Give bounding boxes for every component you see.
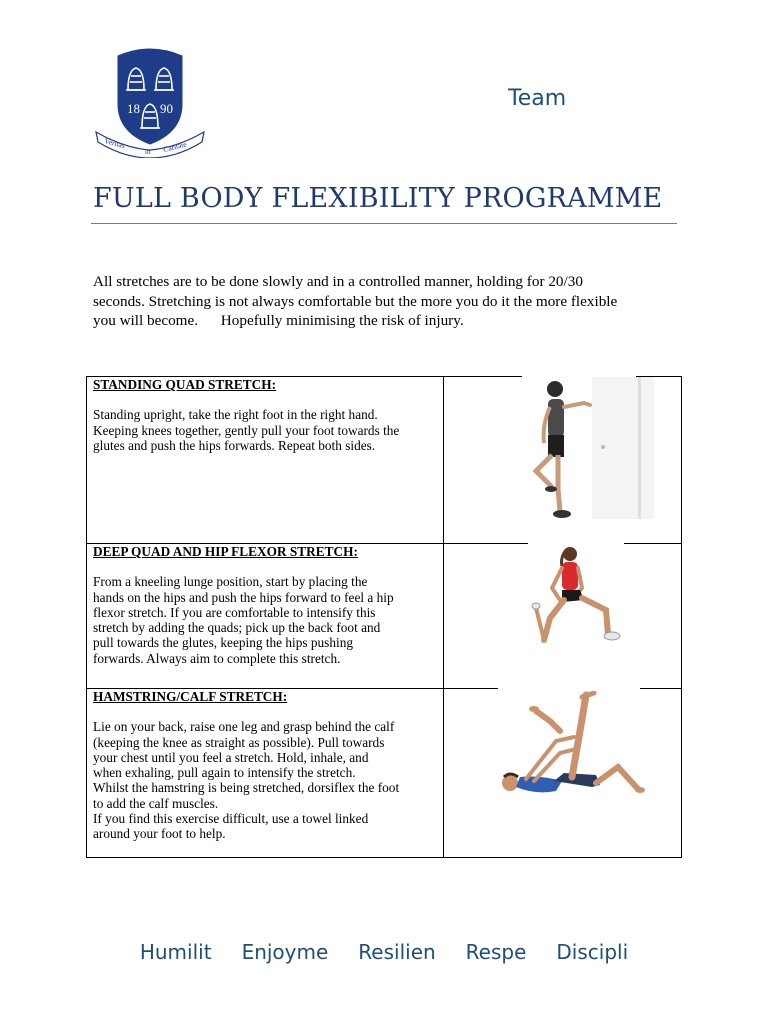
exercise-line: Standing upright, take the right foot in the right hand. [93, 407, 378, 423]
exercise-title [93, 377, 437, 392]
exercise-line: your chest until you feel a stretch. Hold, inhale, and [93, 749, 369, 765]
exercise-table [86, 376, 682, 858]
exercise-title-suffix: : [271, 377, 276, 392]
exercise-title-text: STANDING QUAD STRETCH [93, 377, 272, 392]
exercise-line: stretch by adding the quads; pick up the back foot and [93, 620, 381, 636]
school-values-footer [0, 940, 768, 964]
exercise-line: around your foot to help. [93, 826, 226, 842]
value-word: Discipli [556, 940, 629, 964]
exercise-line: forwards. Always aim to complete this stretch. [93, 650, 341, 666]
intro-line: seconds. Stretching is not always comfortable but the more you do it the more flexible [93, 292, 618, 310]
exercise-line: hands on the hips and push the hips forward to feel a hip [93, 589, 394, 605]
exercise-title [93, 689, 437, 704]
exercise-title [93, 544, 437, 559]
exercise-line: glutes and push the hips forwards. Repeat both sides. [93, 437, 376, 453]
exercise-image-cell [444, 544, 682, 689]
image-border-gap [498, 688, 640, 690]
intro-paragraph [93, 272, 653, 331]
exercise-description [93, 719, 437, 841]
exercise-title-text: DEEP QUAD AND HIP FLEXOR STRETCH: [93, 544, 358, 559]
title-divider [91, 223, 677, 224]
value-word: Respe [465, 940, 527, 964]
team-label: Team [508, 86, 567, 111]
exercise-row [87, 689, 682, 858]
value-word: Resilien [358, 940, 436, 964]
exercise-line: when exhaling, pull again to intensify the stretch. [93, 765, 356, 781]
exercise-description [93, 407, 437, 453]
crest-motto-word-1: Veritas [103, 136, 126, 150]
page-title: FULL BODY FLEXIBILITY PROGRAMME [93, 183, 663, 214]
exercise-line: to add the calf muscles. [93, 795, 219, 811]
exercise-image-cell [444, 689, 682, 858]
crest-motto-word-3: Caritate [162, 139, 188, 154]
crest-year-left: 18 [127, 101, 140, 116]
exercise-line: From a kneeling lunge position, start by placing the [93, 574, 368, 590]
exercise-line: Lie on your back, raise one leg and grasp behind the calf [93, 719, 395, 735]
exercise-text-cell [87, 544, 444, 689]
kneeling-hip-flexor-figure-icon [522, 544, 642, 662]
exercise-text-cell [87, 689, 444, 858]
exercise-title-text: HAMSTRING/CALF STRETCH [93, 689, 283, 704]
exercise-description [93, 574, 437, 666]
school-crest-logo [94, 46, 206, 158]
exercise-line: pull towards the glutes, keeping the hips pushing [93, 635, 353, 651]
standing-quad-stretch-figure-icon [514, 377, 654, 527]
crest-motto-word-2: in [145, 148, 151, 156]
exercise-line: (keeping the knee as straight as possible). Pull towards [93, 734, 385, 750]
intro-line: All stretches are to be done slowly and in a controlled manner, holding for 20/30 [93, 273, 583, 290]
exercise-row [87, 544, 682, 689]
exercise-image-cell [444, 377, 682, 544]
lying-hamstring-figure-icon [496, 691, 646, 803]
exercise-line: Whilst the hamstring is being stretched, dorsiflex the foot [93, 780, 400, 796]
intro-line: you will become. Hopefully minimising the risk of injury. [93, 312, 464, 329]
exercise-line: If you find this exercise difficult, use a towel linked [93, 811, 369, 827]
value-word: Enjoyme [241, 940, 329, 964]
exercise-title-suffix: : [282, 689, 288, 704]
exercise-text-cell [87, 377, 444, 544]
exercise-line: Keeping knees together, gently pull your foot towards the [93, 422, 400, 438]
exercise-row [87, 377, 682, 544]
crest-year-right: 90 [160, 101, 173, 116]
exercise-line: flexor stretch. If you are comfortable to intensify this [93, 604, 376, 620]
value-word: Humilit [139, 940, 212, 964]
